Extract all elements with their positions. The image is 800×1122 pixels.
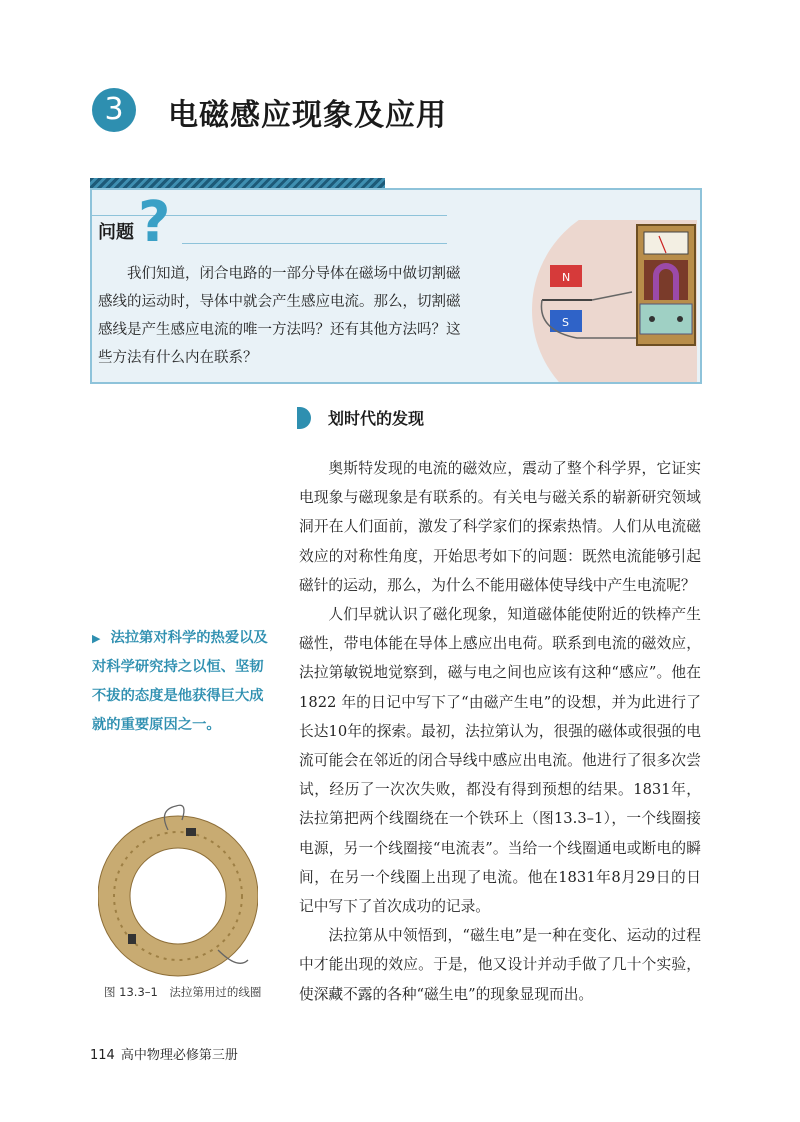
paragraph-1: 奥斯特发现的电流的磁效应，震动了整个科学界，它证实电现象与磁现象是有联系的。有关电与磁关系的崭新研究领域洞开在人们面前，激发了科学家们的探索热情。人们从电流磁效应的对称性角度，开始思考如下的问题：既然电流能够引起磁针的运动，那么，为什么不能用磁体使导线中产生电流呢？	[299, 460, 701, 594]
page-number: 114	[90, 1048, 115, 1063]
body-text	[299, 454, 701, 1009]
question-label: 问题	[98, 222, 134, 243]
paragraph-2: 人们早就认识了磁化现象，知道磁体能使附近的铁棒产生磁性，带电体能在导体上感应出电荷。联系到电流的磁效应，法拉第敏锐地觉察到，磁与电之间也应该有这种“感应”。他在1822 年的日记中写下了“由磁产生电”的设想，并为此进行了长达10年的探索。最初，法拉第认为，很强的磁体或很强的电流可能会在邻近的闭合导线中感应出电流。他进行了很多次尝试，经历了一次次失败，都没有得到预想的结果。1831年，法拉第把两个线圈绕在一个铁环上（图13.3–1），一个线圈接电源，另一个线圈接“电流表”。当给一个线圈通电或断电的瞬间，在另一个线圈上出现了电流。他在1831年8月29日的日记中写下了首次成功的记录。	[299, 606, 701, 916]
side-note	[92, 624, 272, 740]
page-footer	[90, 1044, 238, 1063]
chapter-number-badge: 3	[92, 88, 136, 132]
paragraph-3: 法拉第从中领悟到，“磁生电”是一种在变化、运动的过程中才能出现的效应。于是，他又设计并动手做了几十个实验，使深藏不露的各种“磁生电”的现象显现而出。	[299, 927, 701, 1003]
question-mark-icon: ?	[138, 190, 171, 255]
south-pole-label: S	[562, 316, 569, 329]
question-text: 我们知道，闭合电路的一部分导体在磁场中做切割磁感线的运动时，导体中就会产生感应电流。那么，切割磁感线是产生感应电流的唯一方法吗？还有其他方法吗？这些方法有什么内在联系？	[98, 266, 461, 366]
question-box	[90, 188, 702, 384]
faraday-coil-photo	[98, 800, 258, 978]
section-heading-text: 划时代的发现	[328, 409, 425, 428]
book-title: 高中物理必修第三册	[120, 1048, 238, 1063]
side-note-text: 法拉第对科学的热爱以及对科学研究持之以恒、坚韧不拔的态度是他获得巨大成就的重要原因之一。	[92, 630, 268, 733]
north-pole-label: N	[562, 271, 571, 284]
side-note-arrow-icon: ▶	[92, 632, 101, 645]
chapter-title: 电磁感应现象及应用	[168, 98, 447, 133]
galvanometer-magnet-illustration	[447, 220, 697, 384]
figure-caption: 图 13.3–1 法拉第用过的线圈	[104, 985, 262, 999]
section-heading	[300, 406, 424, 429]
question-divider-2	[182, 243, 447, 244]
